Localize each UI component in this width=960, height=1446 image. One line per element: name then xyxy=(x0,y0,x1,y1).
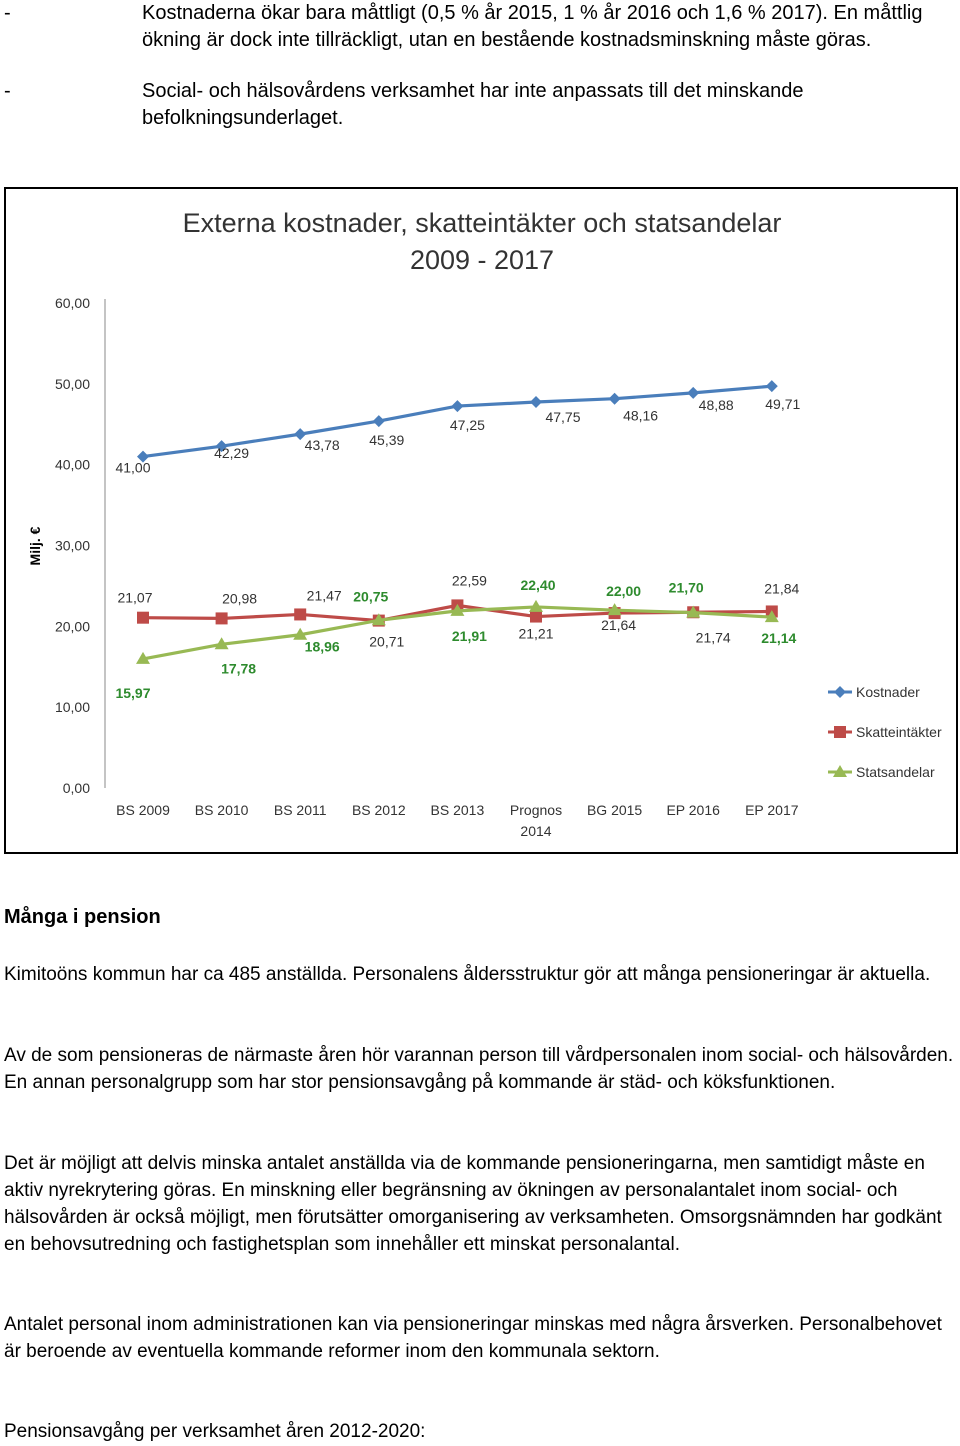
line-chart xyxy=(6,189,956,852)
y-tick-label: 50,00 xyxy=(54,375,90,392)
data-label: 22,59 xyxy=(451,572,487,589)
data-label: 47,75 xyxy=(545,409,581,426)
y-tick-label: 60,00 xyxy=(54,295,90,311)
data-label: 45,39 xyxy=(369,432,405,449)
bullet-text: Social- och hälsovårdens verksamhet har inte anpassats till det minskande befolkningsunderlaget. xyxy=(142,80,804,129)
legend-label: Statsandelar xyxy=(856,764,935,780)
data-label: 21,74 xyxy=(695,629,731,646)
data-label: 41,00 xyxy=(115,459,151,476)
paragraph: Kimitoöns kommun har ca 485 anställda. Personalens åldersstruktur gör att många pensioneringar är aktuella. xyxy=(4,964,931,985)
data-label: 42,29 xyxy=(214,445,250,462)
x-tick-label: BS 2011 xyxy=(273,802,327,818)
data-label: 22,40 xyxy=(520,576,556,593)
data-label: 48,88 xyxy=(698,396,734,413)
x-tick-label: BS 2009 xyxy=(116,802,170,818)
paragraph: Antalet personal inom administrationen kan via pensioneringar minskas med några årsverken. Personalbehovet är beroende av eventuella kommande reformer inom den kommunala sektorn. xyxy=(4,1314,942,1362)
x-tick-label: Prognos 2014 xyxy=(509,802,563,839)
data-label: 21,47 xyxy=(306,587,342,604)
data-point xyxy=(373,415,385,427)
data-point xyxy=(137,612,149,624)
data-point xyxy=(766,380,778,392)
legend xyxy=(828,684,942,780)
y-axis-label: Milj. € xyxy=(27,526,43,566)
data-point xyxy=(294,608,306,620)
data-label: 43,78 xyxy=(304,437,340,454)
data-label: 17,78 xyxy=(221,660,257,677)
paragraph: Av de som pensioneras de närmaste åren hör varannan person till vårdpersonalen inom social- och hälsovården. En annan personalgrupp som har stor pensionsavgång på kommande är städ- och köksfunktionen. xyxy=(4,1045,954,1093)
y-tick-label: 0,00 xyxy=(62,780,90,796)
data-label: 48,16 xyxy=(623,407,659,424)
data-label: 21,84 xyxy=(764,580,800,597)
paragraph: Det är möjligt att delvis minska antalet anställda via de kommande pensioneringarna, men samtidigt måste en aktiv nyrekrytering göras. En minskning eller begränsning av ökningen av personalantalet inom social- och hälsovården är också möjligt, men förutsätter omorganisering av verksamheten. Omsorgsnämnden har godkänt en behovsutredning och fastighetsplan som innehåller ett minskat personalantal. xyxy=(4,1153,942,1255)
data-label: 49,71 xyxy=(765,396,801,413)
x-tick-label: BS 2010 xyxy=(194,802,249,818)
data-label: 20,75 xyxy=(353,588,389,605)
data-point xyxy=(530,611,542,623)
legend-label: Skatteintäkter xyxy=(856,724,942,740)
chart-subtitle: 2009 - 2017 xyxy=(409,245,555,275)
legend-marker xyxy=(834,726,846,738)
x-tick-label: BS 2013 xyxy=(430,802,485,818)
data-label: 20,71 xyxy=(369,633,405,650)
chart-frame xyxy=(4,187,958,854)
y-tick-labels xyxy=(55,295,90,796)
paragraph: Pensionsavgång per verksamhet åren 2012-2020: xyxy=(4,1421,426,1442)
section-heading: Många i pension xyxy=(4,906,161,928)
y-tick-label: 30,00 xyxy=(54,537,90,554)
chart-title: Externa kostnader, skatteintäkter och statsandelar xyxy=(182,208,782,238)
data-label: 22,00 xyxy=(606,583,642,600)
bullet-dash: - xyxy=(4,2,11,24)
data-point xyxy=(451,400,463,412)
data-point xyxy=(530,396,542,408)
data-label: 21,14 xyxy=(761,630,797,647)
data-label: 21,70 xyxy=(668,579,704,596)
x-tick-label: BG 2015 xyxy=(586,802,643,818)
bullet-text: Kostnaderna ökar bara måttligt (0,5 % år 2015, 1 % år 2016 och 1,6 % 2017). En måttlig ökning är dock inte tillräckligt, utan en bestående kostnadsminskning måste göras. xyxy=(142,2,923,51)
data-label: 21,07 xyxy=(117,589,153,606)
x-tick-labels xyxy=(116,802,799,839)
data-label: 47,25 xyxy=(449,417,485,434)
y-tick-label: 20,00 xyxy=(54,618,90,635)
series-layer xyxy=(115,380,800,701)
data-label: 18,96 xyxy=(304,638,340,655)
data-label: 21,64 xyxy=(601,617,637,634)
bullet-dash: - xyxy=(4,80,11,102)
legend-label: Kostnader xyxy=(856,684,920,700)
x-tick-label: EP 2017 xyxy=(745,802,799,818)
data-label: 20,98 xyxy=(222,590,258,607)
x-tick-label: EP 2016 xyxy=(666,802,720,818)
data-point xyxy=(609,393,621,405)
legend-marker xyxy=(834,686,846,698)
data-label: 21,21 xyxy=(518,625,554,642)
y-tick-label: 40,00 xyxy=(54,456,90,473)
data-point xyxy=(216,612,228,624)
data-label: 21,91 xyxy=(451,627,487,644)
data-label: 15,97 xyxy=(115,684,151,701)
data-point xyxy=(687,387,699,399)
y-tick-label: 10,00 xyxy=(54,699,90,716)
x-tick-label: BS 2012 xyxy=(351,802,406,818)
